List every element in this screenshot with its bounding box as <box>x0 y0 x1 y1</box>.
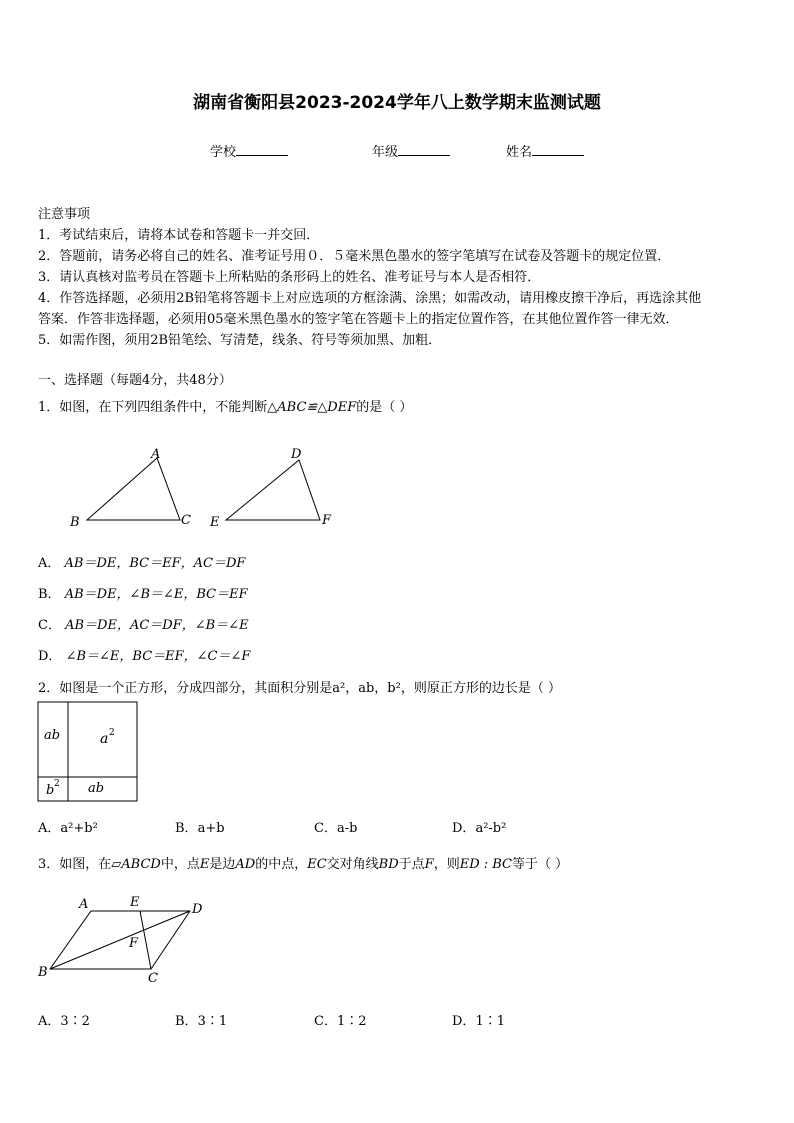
q3-text: 于点 <box>398 857 425 872</box>
cell-top-left: ab <box>44 728 61 743</box>
q3-math: E <box>199 857 210 872</box>
cell-bottom-right: ab <box>88 781 105 796</box>
triangle-def <box>226 460 320 520</box>
option-letter: B． <box>175 821 198 836</box>
q2-square-figure <box>37 701 139 803</box>
q3-text: 等于（ ） <box>512 857 569 872</box>
q3-text: 的中点， <box>255 857 308 872</box>
option-text: AB＝DE，∠B＝∠E，BC＝EF <box>64 587 248 602</box>
label-b: B <box>70 515 80 530</box>
cell-bottom-left: b <box>46 783 55 798</box>
q1-stem <box>38 396 412 415</box>
option-text: ∠B＝∠E，BC＝EF，∠C＝∠F <box>65 649 251 664</box>
option-text: a-b <box>336 821 358 836</box>
notice-item: 2．答题前，请务必将自己的姓名、准考证号用０．５毫米黑色墨水的签字笔填写在试卷及答题卡的规定位置． <box>38 249 671 264</box>
q3-parallelogram-figure <box>34 890 214 985</box>
notice-item: 1．考试结束后，请将本试卷和答题卡一并交回． <box>38 228 320 243</box>
label-b: B <box>38 965 48 980</box>
label-d: D <box>192 902 203 917</box>
option-text: AB＝DE，BC＝EF，AC＝DF <box>64 556 246 571</box>
label-f: F <box>322 513 332 528</box>
option-text: 1∶2 <box>336 1014 367 1029</box>
label-a: A <box>151 447 161 462</box>
school-field <box>210 141 288 160</box>
q1-stem-suffix: 的是（ ） <box>356 400 413 415</box>
page-title: 湖南省衡阳县2023-2024学年八上数学期末监测试题 <box>193 93 601 113</box>
option-letter: C． <box>38 618 61 633</box>
q2-option-b[interactable] <box>175 817 225 836</box>
q2-option-a[interactable] <box>38 817 98 836</box>
section-heading: 一、选择题（每题4分，共48分） <box>38 373 232 388</box>
q2-option-c[interactable] <box>314 817 357 836</box>
q3-math: EC <box>307 857 327 872</box>
cell-bottom-left-exp: 2 <box>54 779 60 789</box>
q3-math: ▱ABCD <box>111 857 161 872</box>
option-letter: B． <box>175 1014 198 1029</box>
name-field <box>506 141 584 160</box>
q3-stem <box>38 853 568 872</box>
q3-math: ED : BC <box>459 857 513 872</box>
q1-option-d[interactable] <box>38 645 250 664</box>
option-text: a²+b² <box>60 821 98 836</box>
notice-item: 3．请认真核对监考员在答题卡上所粘贴的条形码上的姓名、准考证号与本人是否相符． <box>38 270 541 285</box>
cell-top-right: a <box>100 731 109 747</box>
option-text: a+b <box>197 821 225 836</box>
q1-option-c[interactable] <box>38 614 249 633</box>
option-letter: C． <box>314 1014 337 1029</box>
grade-blank <box>398 143 450 156</box>
option-letter: A． <box>38 1014 61 1029</box>
q3-math: AD <box>235 857 256 872</box>
q3-text: ，则 <box>433 857 460 872</box>
option-letter: D． <box>452 1014 476 1029</box>
triangle-abc <box>87 458 180 520</box>
q1-option-b[interactable] <box>38 583 248 602</box>
school-blank <box>236 143 288 156</box>
option-letter: C． <box>314 821 337 836</box>
q3-text: 是边 <box>209 857 236 872</box>
q1-triangles-figure <box>60 440 350 535</box>
option-text: AB＝DE，AC＝DF，∠B＝∠E <box>65 618 249 633</box>
q3-option-d[interactable] <box>452 1010 505 1029</box>
q3-text: 3．如图，在 <box>38 857 112 872</box>
q1-stem-math: △ABC≌△DEF <box>267 400 357 415</box>
option-text: 1∶1 <box>475 1014 505 1029</box>
label-e: E <box>210 515 220 530</box>
q3-text: 交对角线 <box>326 857 379 872</box>
notice-item: 4．作答选择题，必须用2B铅笔将答题卡上对应选项的方框涂满、涂黑；如需改动，请用橡皮擦干净后，再选涂其他 <box>38 291 702 306</box>
label-a: A <box>79 897 89 912</box>
option-letter: A． <box>38 556 61 571</box>
school-label: 学校 <box>210 145 237 160</box>
notice-item: 答案．作答非选择题，必须用05毫米黑色墨水的签字笔在答题卡上的指定位置作答，在其他位置作答一律无效． <box>38 312 679 327</box>
q3-option-c[interactable] <box>314 1010 367 1029</box>
name-label: 姓名 <box>506 145 533 160</box>
label-d: D <box>291 447 302 462</box>
q2-option-d[interactable] <box>452 817 506 836</box>
label-f: F <box>129 936 139 951</box>
option-text: 3∶1 <box>197 1014 228 1029</box>
q3-option-a[interactable] <box>38 1010 90 1029</box>
q2-stem: 2．如图是一个正方形，分成四部分，其面积分别是a²，ab，b²，则原正方形的边长是（ ） <box>38 681 561 696</box>
name-blank <box>532 143 584 156</box>
q1-option-a[interactable] <box>38 552 245 571</box>
option-letter: B． <box>38 587 61 602</box>
option-letter: D． <box>452 821 476 836</box>
notice-heading: 注意事项 <box>38 207 91 222</box>
option-letter: D． <box>38 649 62 664</box>
q1-stem-prefix: 1．如图，在下列四组条件中，不能判断 <box>38 400 268 415</box>
segment-ec <box>140 911 151 969</box>
label-c: C <box>181 513 191 528</box>
cell-top-right-exp: 2 <box>109 728 115 738</box>
q3-math: BD <box>378 857 399 872</box>
option-text: a²-b² <box>475 821 507 836</box>
q3-text: 中，点 <box>160 857 200 872</box>
q3-option-b[interactable] <box>175 1010 227 1029</box>
option-letter: A． <box>38 821 61 836</box>
grade-label: 年级 <box>372 145 399 160</box>
grade-field <box>372 141 450 160</box>
q3-math: F <box>424 857 434 872</box>
notice-item: 5．如需作图，须用2B铅笔绘、写清楚，线条、符号等须加黑、加粗． <box>38 333 442 348</box>
option-text: 3∶2 <box>60 1014 90 1029</box>
label-e: E <box>130 895 140 910</box>
label-c: C <box>148 971 158 985</box>
